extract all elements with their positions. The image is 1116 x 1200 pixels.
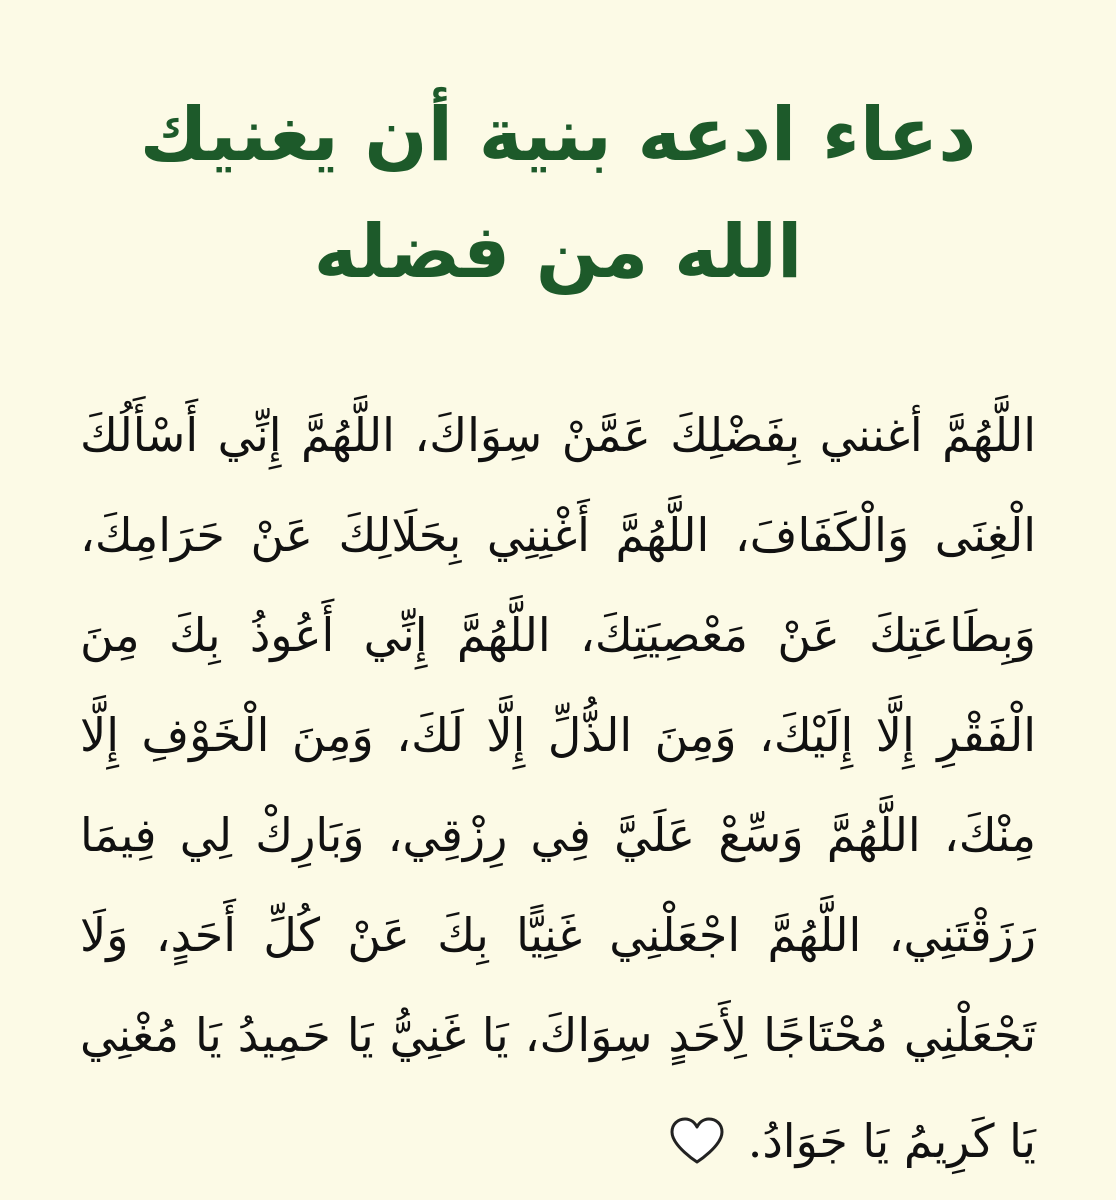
dua-line-5: مِنْكَ، اللَّهُمَّ وَسِّعْ عَلَيَّ فِي رِزْقِي، وَبَارِكْ لِي فِيمَا	[80, 808, 1036, 862]
dua-line-7: تَجْعَلْنِي مُحْتَاجًا لِأَحَدٍ سِوَاكَ، يَا غَنِيُّ يَا حَمِيدُ يَا مُغْنِي	[80, 1008, 1036, 1062]
dua-line-3: وَبِطَاعَتِكَ عَنْ مَعْصِيَتِكَ، اللَّهُمَّ إِنِّي أَعُوذُ بِكَ مِنَ	[80, 608, 1036, 662]
dua-last-line: يَا كَرِيمُ يَا جَوَادُ.	[747, 1114, 1036, 1168]
dua-line-4: الْفَقْرِ إِلَّا إِلَيْكَ، وَمِنَ الذُّلِّ إِلَّا لَكَ، وَمِنَ الْخَوْفِ إِلَّا	[80, 708, 1036, 762]
title-line-1: دعاء ادعه بنية أن يغنيك	[139, 92, 977, 178]
dua-line-1: اللَّهُمَّ أغنني بِفَضْلِكَ عَمَّنْ سِوَاكَ، اللَّهُمَّ إِنِّي أَسْأَلُكَ	[80, 408, 1036, 462]
dua-last-line-row	[668, 1116, 1036, 1166]
dua-line-6: رَزَقْتَنِي، اللَّهُمَّ اجْعَلْنِي غَنِيًّا بِكَ عَنْ كُلِّ أَحَدٍ، وَلَا	[80, 908, 1036, 962]
title-line-2: الله من فضله	[313, 209, 803, 295]
heart-outline-icon	[668, 1116, 726, 1166]
dua-line-2: الْغِنَى وَالْكَفَافَ، اللَّهُمَّ أَغْنِنِي بِحَلَالِكَ عَنْ حَرَامِكَ،	[80, 508, 1036, 562]
